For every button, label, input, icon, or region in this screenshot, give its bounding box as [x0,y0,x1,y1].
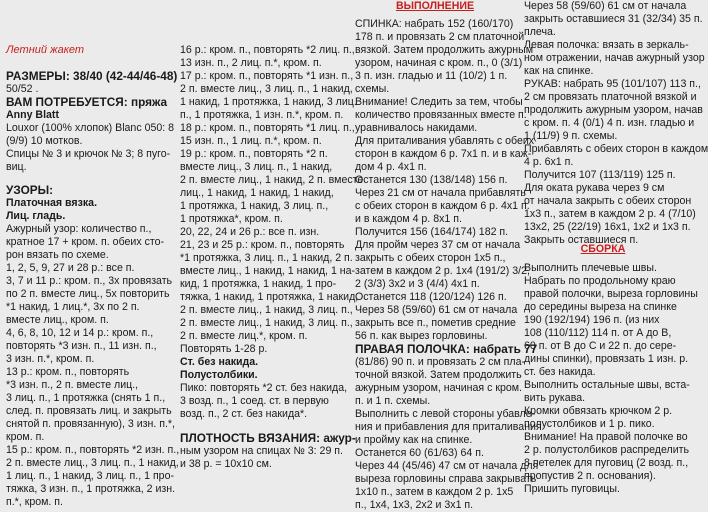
col2-text-line: вместе лиц., 3 лиц. п., 1 накид, [180,161,333,173]
col3-text-line: п., 1х4, 1х3, 2х2 и 3х1 п. [355,499,474,511]
col1-text-line: Louxor (100% хлопок) Blanc 050: 8 [6,122,175,134]
col3-text-line: Для приталивания убавлять с обеих [355,135,535,147]
col4-text-line: от начала закрыть с обеих сторон [524,195,692,207]
column-2 [180,0,364,502]
col2-text-line: 15 изн. п., 1 лиц. п.*, кром. п. [180,135,322,147]
col3-text-line: Получится 156 (164/174) 182 п. [355,226,509,238]
col3-text-line: и пройму как на спинке. [355,434,473,446]
col4-text-line: правой полочки, выреза горловины [524,288,698,300]
col2-text-line: Повторять 1-28 р. [180,343,268,355]
col4-text-line: СБОРКА [580,243,626,255]
col3-text-line: Через 21 см от начала прибавлять [355,187,526,199]
col2-text-line: 21, 23 и 25 р.: кром. п., повторять [180,239,345,251]
col4-text-line: 1 (11/9) 9 п. схемы. [524,130,618,142]
col1-text-line: 1, 2, 5, 9, 27 и 28 р.: все п. [6,262,135,274]
col4-text-line: Выполнить плечевые швы. [524,262,657,274]
col4-text-line: закрыть оставшиеся 31 (32/34) 35 п. [524,13,703,25]
col3-text-line: Останется 118 (120/124) 126 п. [355,291,507,303]
col4-text-line: 60 п. от В до С и 22 п. до сере- [524,340,677,352]
col1-text-line: 3, 7 и 11 р.: кром. п., 3х провязать [6,275,173,287]
col1-text-line: РАЗМЕРЫ: 38/40 (42-44/46-48) [6,69,178,83]
col2-text-line: Ст. без накида. [180,356,259,368]
col3-text-line: вязкой. Затем продолжить ажурным [355,44,534,56]
col1-text-line: (9/9) 10 мотков. [6,135,83,147]
col3-text-line: Через 58 (59/60) 61 см от начала [355,304,518,316]
col3-text-line: 2 (3/3) 3х2 и 3 (4/4) 4х1 п. [355,278,480,290]
col2-text-line: *1 протяжка, 3 лиц. п., 1 накид, 2 п. [180,252,353,264]
col1-text-line: 2 п. вместе лиц., 3 лиц. п., 1 накид, [6,457,179,469]
col2-text-line: Полустолбики. [180,369,258,381]
col1-text-line: 4, 6, 8, 10, 12 и 14 р.: кром. п., [6,327,154,339]
col2-text-line: 13 изн. п., 2 лиц. п.*, кром. п. [180,57,322,69]
col3-text-line: Выполнить с левой стороны убавле- [355,408,536,420]
col4-text-line: РУКАВ: набрать 95 (101/107) 113 п., [524,78,701,90]
col4-text-line: Набрать по продольному краю [524,275,676,287]
col2-text-line: Пико: повторять *2 ст. без накида, [180,382,348,394]
col4-text-line: 13х2, 25 (22/19) 16х1, 1х2 и 1х3 п. [524,221,691,233]
col1-text-line: рон вязать по схеме. [6,249,109,261]
col1-text-line: УЗОРЫ: [6,183,54,197]
col2-text-line: 3 возд. п., 1 соед. ст. в первую [180,395,329,407]
col4-text-line: 8 петелек для пуговиц (2 возд. п., [524,457,689,469]
col2-text-line: 2 п. вместе лиц., 1 накид, 3 лиц. п., [180,304,353,316]
col1-text-line: повторять *3 изн. п., 11 изн. п., [6,340,157,352]
col1-text-line: Спицы № 3 и крючок № 3; 8 пуго- [6,148,171,160]
col4-text-line: вить рукава. [524,392,586,404]
col3-text-line: Для пройм через 37 см от начала [355,239,521,251]
col4-text-line: 108 (110/112) 114 п. от А до В, [524,327,672,339]
col3-text-line: дом 4 р. 4х1 п. [355,161,427,173]
col2-text-line: 2 п. вместе лиц., 1 накид, 2 п. вместе [180,174,364,186]
col1-text-line: виц. [6,161,27,173]
col1-text-line: 1 лиц. п., 1 накид, 3 лиц. п., 1 про- [6,470,174,482]
col2-text-line: возд. п., 2 ст. без накида*. [180,408,308,420]
col4-text-line: дины спинки), провязать 1 изн. р. [524,353,689,365]
col4-text-line: Выполнить остальные швы, вста- [524,379,690,391]
col2-text-line: 1 протяжка*, кром. п. [180,213,283,225]
col1-text-line: Ажурный узор: количество п., [6,223,152,235]
col1-text-line: вместе лиц., кром. п. [6,314,109,326]
col1-text-line: Anny Blatt [6,109,59,121]
col3-text-line: ПРАВАЯ ПОЛОЧКА: набрать 77 [355,342,538,356]
col3-text-line: выреза горловины справа закрывать [355,473,537,485]
col4-text-line: продолжить ажурным узором, начав [524,104,703,116]
col4-text-line: с кром. п. 4 (0/1) 4 п. изн. гладью и [524,117,695,129]
col3-text-line: 3 п. изн. гладью и 11 (10/2) 1 п. [355,70,508,82]
col4-text-line: как на спинке. [524,65,594,77]
col3-text-line: закрыть все п., пометив средние [355,317,516,329]
col2-text-line: 2 п. вместе лиц., 1 накид, 3 лиц. п., [180,317,353,329]
col1-text-line: по 2 п. вместе лиц., 5х повторить [6,288,170,300]
col1-text-line: п.*, кром. п. [6,496,63,508]
col4-text-line: пропустив 2 п. основания). [524,470,656,482]
col3-text-line: с обеих сторон в каждом 6 р. 4х1 п. [355,200,530,212]
col1-text-line: след. п. провязать лиц. и закрыть [6,405,172,417]
col3-text-line: точной вязкой. Затем продолжить [355,369,522,381]
col3-text-line: узором, начиная с кром. п., 0 (3/1) [355,57,523,69]
col4-text-line: Прибавлять с обеих сторон в каждом [524,143,708,155]
col4-text-line: Внимание! На правой полочке во [524,431,688,443]
column-1 [6,0,180,508]
col3-text-line: Через 44 (45/46) 47 см от начала для [355,460,539,472]
col1-text-line: Платочная вязка. [6,197,98,209]
col3-text-line: п. и 1 п. схемы. [355,395,431,407]
col2-text-line: 2 п. вместе лиц., 3 лиц. п., 1 накид, [180,83,353,95]
col2-text-line: 18 р.: кром. п., повторять *1 лиц. п., [180,122,355,134]
col3-text-line: сторон в каждом 6 р. 7х1 п. и в каж- [355,148,532,160]
col2-text-line: тяжка, 1 накид, 1 протяжка, 1 накид, [180,291,359,303]
col3-text-line: ВЫПОЛНЕНИЕ [395,0,475,12]
col4-text-line: 4 р. 6х1 п. [524,156,574,168]
col1-text-line: 3 лиц. п., 1 протяжка (снять 1 п., [6,392,166,404]
col2-text-line: кид, 1 протяжка, 1 накид, 1 про- [180,278,337,290]
col3-text-line: Останется 60 (61/63) 64 п. [355,447,484,459]
col1-text-line: тяжка, 3 изн. п., 1 протяжка, 2 изн. [6,483,176,495]
col4-text-line: ст. без накида. [524,366,596,378]
col1-text-line: *1 накид, 1 лиц.*, 3х по 2 п. [6,301,140,313]
col2-text-line: п., 1 протяжка, 1 изн. п.*, кром. п. [180,109,344,121]
col2-text-line: ным узором на спицах № 3: 29 п. [180,445,343,457]
col1-text-line: Летний жакет [6,44,85,56]
col1-text-line: кратное 17 + кром. п. обеих сто- [6,236,165,248]
col1-text-line: 50/52 . [6,83,39,95]
col2-text-line: 2 п. вместе лиц.*, кром. п. [180,330,308,342]
col2-text-line: и 38 р. = 10х10 см. [180,458,272,470]
col1-text-line: кром. п. [6,431,45,443]
col2-text-line: ПЛОТНОСТЬ ВЯЗАНИЯ: ажур- [180,431,356,445]
col4-text-line: ном отражении, начав ажурный узор [524,52,705,64]
col2-text-line: 20, 22, 24 и 26 р.: все п. изн. [180,226,320,238]
col3-text-line: 56 п. как вырез горловины. [355,330,488,342]
col4-text-line: Получится 107 (113/119) 125 п. [524,169,676,181]
col1-text-line: ВАМ ПОТРЕБУЕТСЯ: пряжа [6,95,168,109]
col4-text-line: Пришить пуговицы. [524,483,620,495]
col3-text-line: и в каждом 4 р. 8х1 п. [355,213,462,225]
column-4 [524,0,708,502]
col3-text-line: схемы. [355,83,390,95]
col3-text-line: ния и прибавления для приталивания [355,421,542,433]
col4-text-line: Для оката рукава через 9 см [524,182,665,194]
col3-text-line: 1х10 п., затем в каждом 2 р. 1х5 [355,486,514,498]
col2-text-line: 16 р.: кром. п., повторять *2 лиц. п., [180,44,355,56]
col4-text-line: Закрыть оставшиеся п. [524,234,639,246]
col3-text-line: уравнивалось накидами. [355,122,478,134]
col2-text-line: вместе лиц., 1 накид, 1 накид, 1 на- [180,265,356,277]
col1-text-line: снятой п. провязанную), 3 изн. п.*, [6,418,175,430]
col3-text-line: СПИНКА: набрать 152 (160/170) [355,18,514,30]
col3-text-line: закрыть с обеих сторон 1х5 п., [355,252,506,264]
col1-text-line: 13 р.: кром. п., повторять [6,366,130,378]
col4-text-line: 2 см провязать платочной вязкой и [524,91,697,103]
col4-text-line: Кромки обвязать крючком 2 р. [524,405,673,417]
col4-text-line: полустолбиков и 1 р. пико. [524,418,655,430]
col1-text-line: 15 р.: кром. п., повторять *2 изн. п., [6,444,180,456]
col2-text-line: 1 протяжка, 1 накид, 3 лиц. п., [180,200,329,212]
col3-text-line: затем в каждом 2 р. 1х4 (191/2) 3/2, [355,265,530,277]
col2-text-line: 1 накид, 1 протяжка, 1 накид, 3 лиц. [180,96,357,108]
col3-text-line: Внимание! Следить за тем, чтобы [355,96,523,108]
col4-text-line: 190 (192/194) 196 п. (из них [524,314,660,326]
col4-text-line: плеча. [524,26,556,38]
col1-text-line: 3 изн. п.*, кром. п. [6,353,95,365]
col4-text-line: Левая полочка: вязать в зеркаль- [524,39,689,51]
col2-text-line: 19 р.: кром. п., повторять *2 п. [180,148,328,160]
col3-text-line: (81/86) 90 п. и провязать 2 см пла- [355,356,526,368]
col3-text-line: количество провязанных вместе п. [355,109,527,121]
col3-text-line: Останется 130 (138/148) 156 п. [355,174,508,186]
col4-text-line: 2 р. полустолбиков распределить [524,444,689,456]
col4-text-line: 1х3 п., затем в каждом 2 р. 4 (7/10) [524,208,696,220]
col4-text-line: до середины выреза на спинке [524,301,677,313]
col4-text-line: Через 58 (59/60) 61 см от начала [524,0,687,12]
col1-text-line: *3 изн. п., 2 п. вместе лиц., [6,379,139,391]
col3-text-line: 178 п. и провязать 2 см платочной [355,31,525,43]
col1-text-line: Лиц. гладь. [6,210,66,222]
col2-text-line: 17 р.: кром. п., повторять *1 изн. п., [180,70,354,82]
col3-text-line: ажурным узором, начиная с кром. [355,382,522,394]
col2-text-line: лиц., 1 накид, 1 накид, 1 накид, [180,187,334,199]
